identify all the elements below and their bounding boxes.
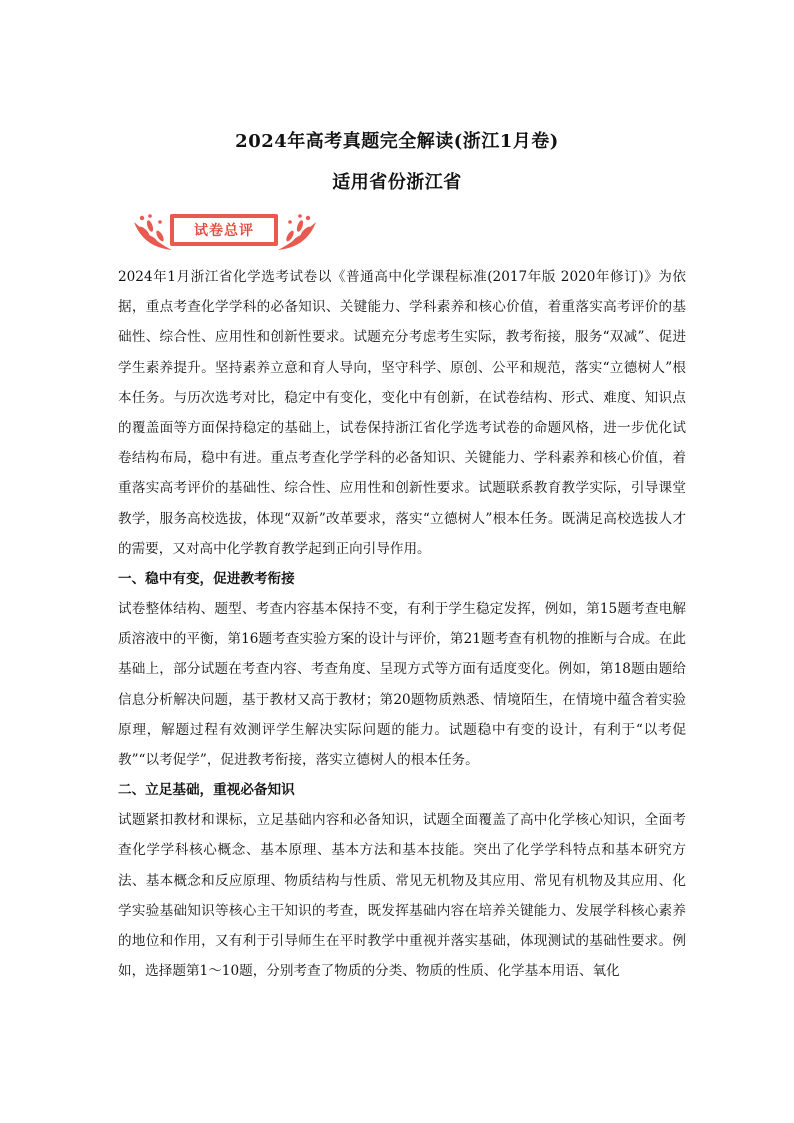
banner-label: 试卷总评 <box>173 217 275 243</box>
section-paragraph-1: 试卷整体结构、题型、考查内容基本保持不变，有利于学生稳定发挥，例如，第15题考查电解质溶液中的平衡，第16题考查实验方案的设计与评价，第21题考查有机物的推断与合成。在此基础上，部分试题在考查内容、考查角度、呈现方式等方面有适度变化。例如，第18题由题给信息分析解决问题，基于教材又高于教材；第20题物质熟悉、情境陌生，在情境中蕴含着实验原理，解题过程有效测评学生解决实际问题的能力。试题稳中有变的设计，有利于“以考促教”“以考促学”，促进教考衔接，落实立德树人的根本任务。 <box>118 601 686 769</box>
banner-frame <box>170 214 278 246</box>
section-heading-1: 一、稳中有变，促进教考衔接 <box>118 571 295 588</box>
laurel-right-icon <box>278 214 316 250</box>
section-banner <box>130 208 320 256</box>
intro-paragraph: 2024年1月浙江省化学选考试卷以《普通高中化学课程标准(2017年版 2020年修订)》为依据，重点考查化学学科的必备知识、关键能力、学科素养和核心价值，着重落实高考评价的基础性、综合性、应用性和创新性要求。试题充分考虑考生实际，教考衔接，服务“双减”、促进学生素养提升。坚持素养立意和育人导向，坚守科学、原创、公平和规范，落实“立德树人”根本任务。与历次选考对比，稳定中有变化，变化中有创新，在试卷结构、形式、难度、知识点的覆盖面等方面保持稳定的基础上，试卷保持浙江省化学选考试卷的命题风格，进一步优化试卷结构布局，稳中有进。重点考查化学学科的必备知识、关键能力、学科素养和核心价值，着重落实高考评价的基础性、综合性、应用性和创新性要求。试题联系教育教学实际，引导课堂教学，服务高校选拔，体现“双新”改革要求，落实“立德树人”根本任务。既满足高校选拔人才的需要，又对高中化学教育教学起到正向引导作用。 <box>118 269 686 557</box>
document-title: 2024年高考真题完全解读(浙江1月卷) <box>235 131 559 152</box>
document-subtitle: 适用省份浙江省 <box>332 172 462 193</box>
section-paragraph-2: 试题紧扣教材和课标，立足基础内容和必备知识，试题全面覆盖了高中化学核心知识，全面考查化学学科核心概念、基本原理、基本方法和基本技能。突出了化学学科特点和基本研究方法、基本概念和反应原理、物质结构与性质、常见无机物及其应用、常见有机物及其应用、化学实验基础知识等核心主干知识的考查，既发挥基础内容在培养关键能力、发展学科核心素养的地位和作用，又有利于引导师生在平时教学中重视并落实基础，体现测试的基础性要求。例如，选择题第1～10题，分别考查了物质的分类、物质的性质、化学基本用语、氧化 <box>118 812 686 980</box>
document-body <box>118 262 686 986</box>
section-heading-2: 二、立足基础，重视必备知识 <box>118 782 295 799</box>
laurel-left-icon <box>134 214 172 250</box>
